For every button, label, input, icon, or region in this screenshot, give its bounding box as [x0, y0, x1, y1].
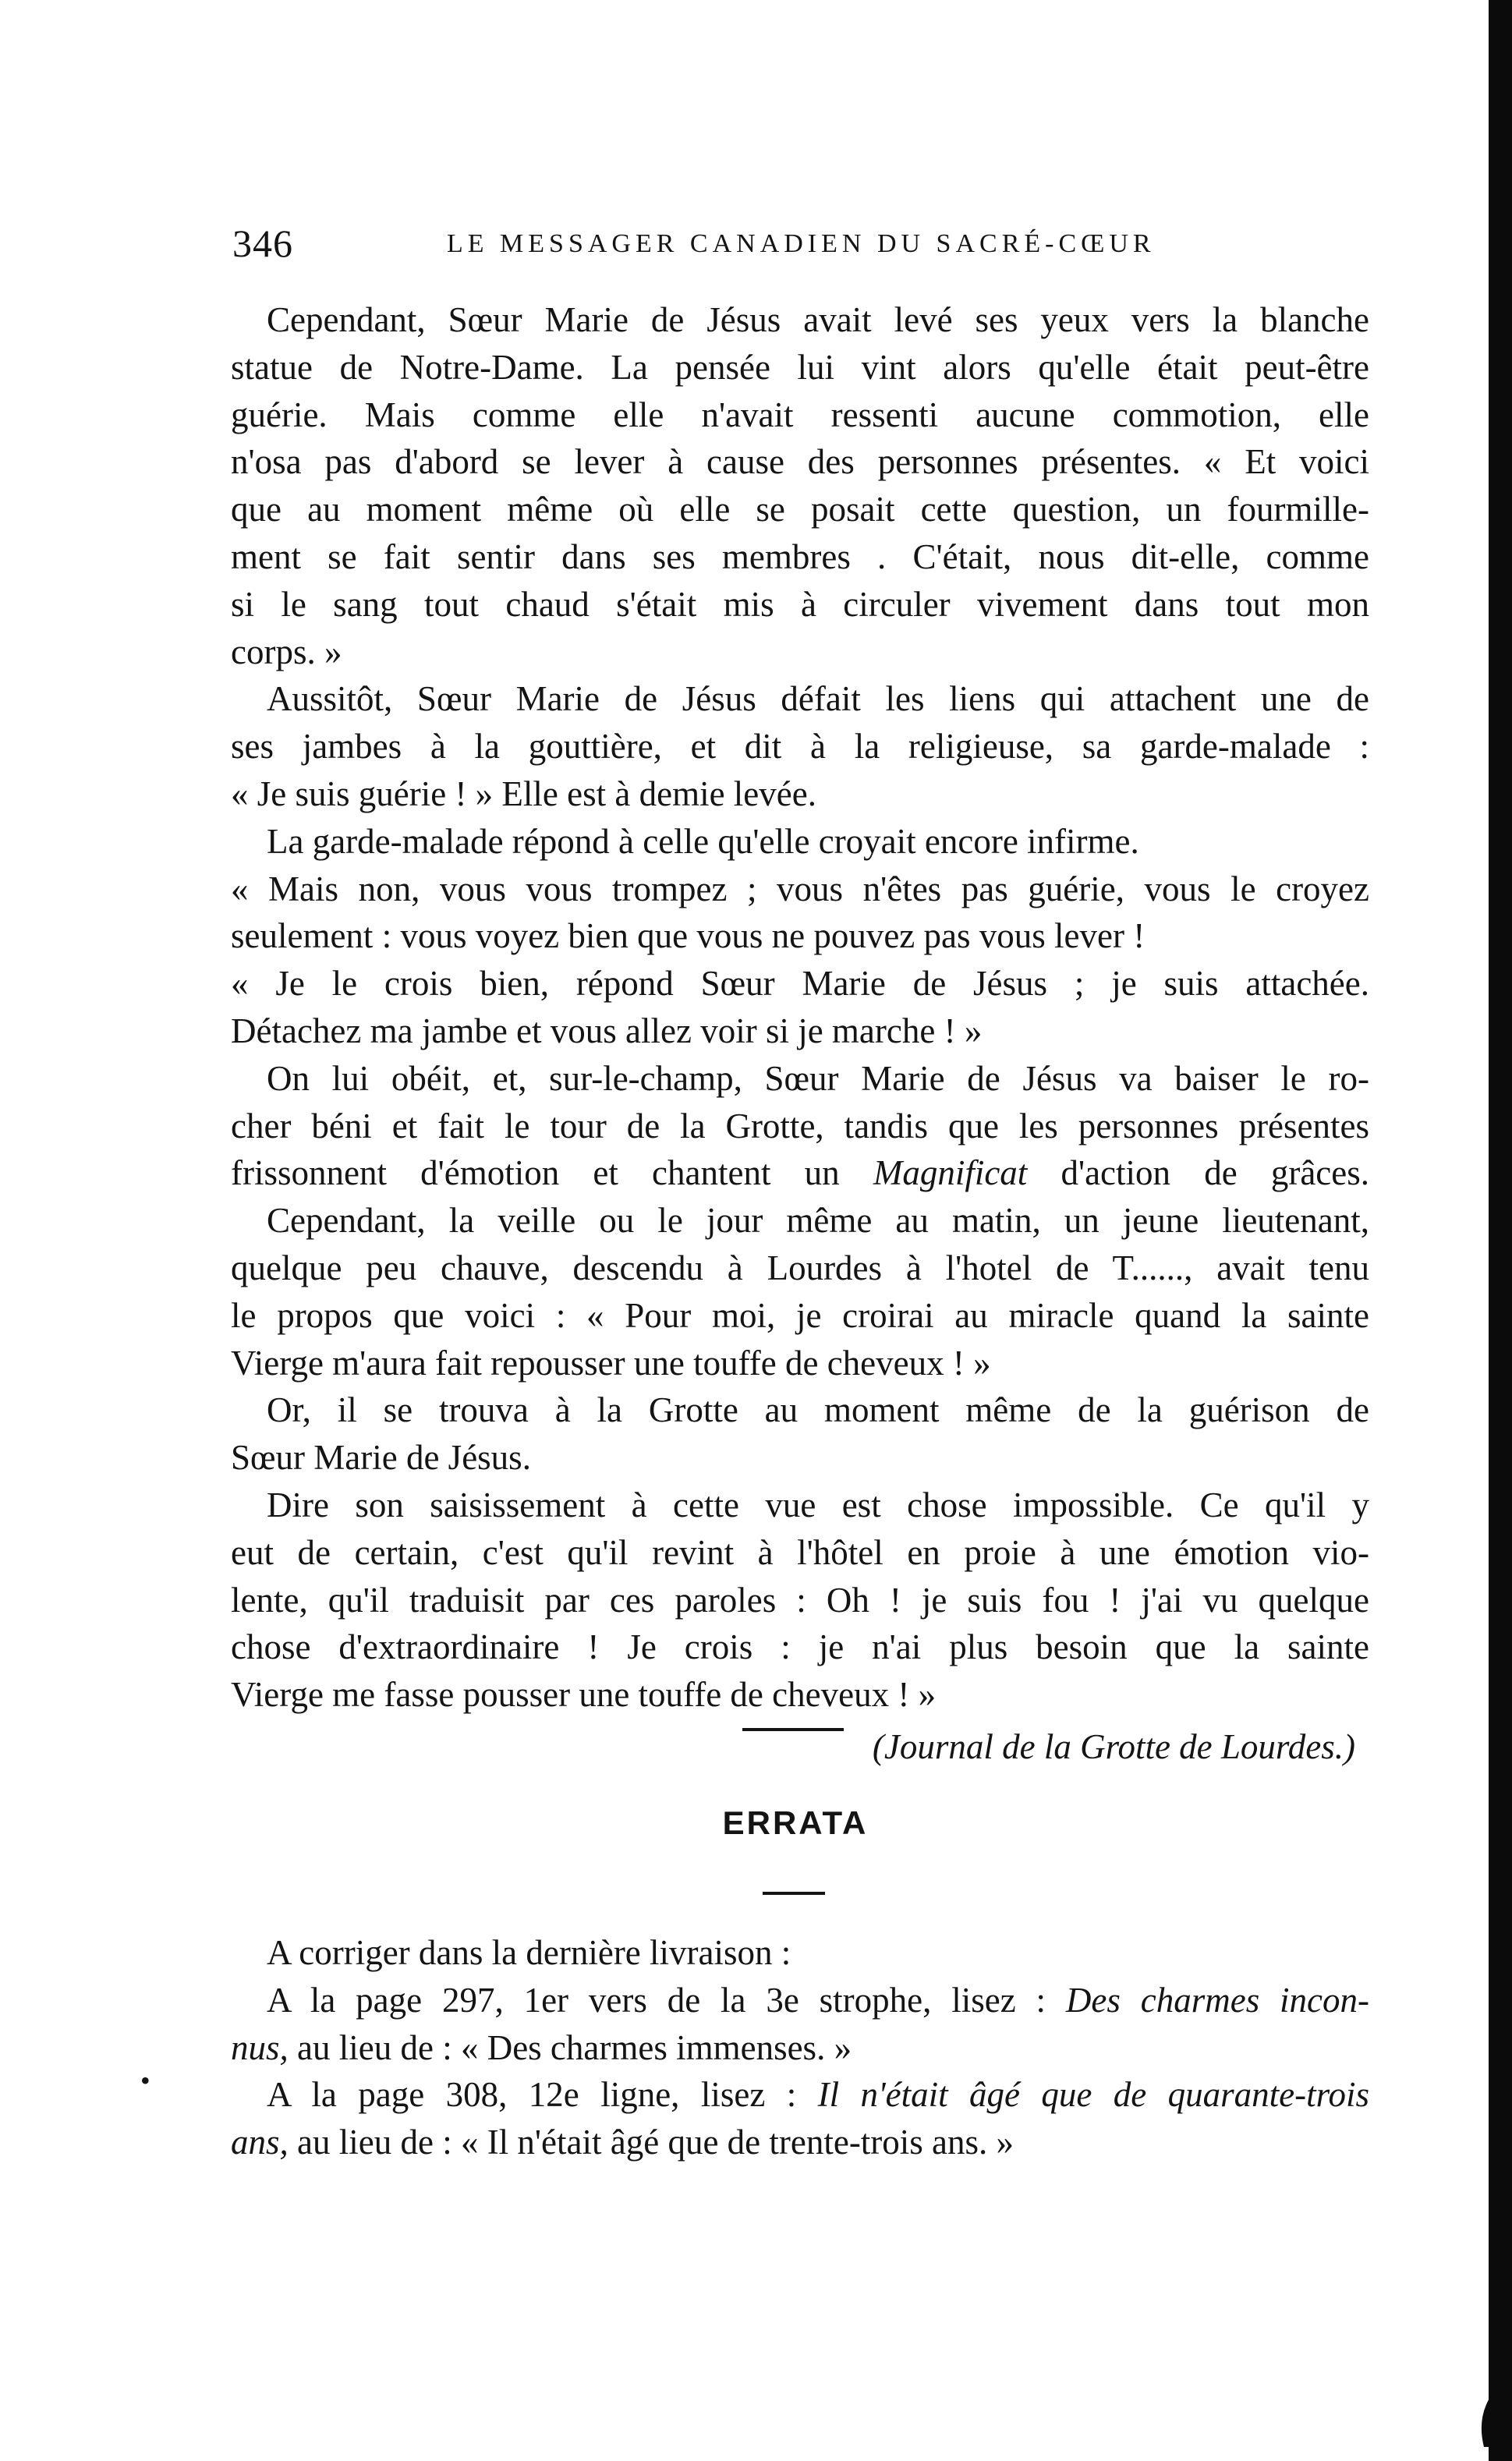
text-line: Or, il se trouva à la Grotte au moment même de la guérison de	[267, 1390, 1369, 1430]
text-fragment: frissonnent d'émotion et chantent un	[231, 1153, 840, 1193]
errata-item-2-line-2	[231, 2119, 1369, 2166]
text-line: le propos que voici : « Pour moi, je croirai au miracle quand la sainte	[231, 1295, 1369, 1335]
text-line: guérie. Mais comme elle n'avait ressenti aucune commotion, elle	[231, 395, 1369, 434]
page-corner-mark	[1453, 2361, 1507, 2447]
margin-mark: •	[140, 2065, 150, 2096]
page-number: 346	[232, 221, 293, 265]
text-line-magnificat	[231, 1149, 1369, 1197]
page-edge-shadow	[1489, 0, 1512, 2461]
article-body	[231, 296, 1369, 1772]
text-line: cher béni et fait le tour de la Grotte, tandis que les personnes présentes	[231, 1106, 1369, 1146]
text-line: ses jambes à la gouttière, et dit à la religieuse, sa garde-malade :	[231, 727, 1369, 767]
errata-correction: nus,	[231, 2027, 289, 2067]
text-line: Sœur Marie de Jésus.	[231, 1438, 531, 1478]
text-line: Vierge me fasse pousser une touffe de cheveux ! »	[231, 1675, 937, 1715]
text-line: chose d'extraordinaire ! Je crois : je n'ai plus besoin que la sainte	[231, 1627, 1369, 1667]
text-line: si le sang tout chaud s'était mis à circuler vivement dans tout mon	[231, 584, 1369, 624]
text-line: que au moment même où elle se posait cette question, un fourmille-	[231, 490, 1369, 529]
errata-correction: Des charmes incon-	[1065, 1980, 1369, 2020]
source-citation: (Journal de la Grotte de Lourdes.)	[872, 1726, 1355, 1766]
text-line: eut de certain, c'est qu'il revint à l'hôtel en proie à une émotion vio-	[231, 1532, 1369, 1572]
errata-correction: Il n'était âgé que de quarante-trois	[817, 2075, 1369, 2115]
errata-item-1-line-1	[231, 1977, 1369, 2024]
text-line: « Mais non, vous vous trompez ; vous n'êtes pas guérie, vous le croyez	[231, 869, 1369, 908]
heading-underline	[763, 1892, 825, 1895]
errata-correction: ans,	[231, 2123, 289, 2162]
errata-intro: A corriger dans la dernière livraison :	[267, 1933, 791, 1972]
text-line: n'osa pas d'abord se lever à cause des personnes présentes. « Et voici	[231, 442, 1369, 482]
text-line: Cependant, Sœur Marie de Jésus avait levé ses yeux vers la blanche	[267, 300, 1369, 339]
text-line: lente, qu'il traduisit par ces paroles : Oh ! je suis fou ! j'ai vu quelque	[231, 1580, 1369, 1620]
errata-item-2-line-1	[231, 2071, 1369, 2119]
text-line: Cependant, la veille ou le jour même au matin, un jeune lieutenant,	[267, 1201, 1369, 1241]
text-line: On lui obéit, et, sur-le-champ, Sœur Marie de Jésus va baiser le ro-	[267, 1058, 1369, 1098]
text-fragment: d'action de grâces.	[1061, 1153, 1369, 1193]
errata-heading: ERRATA	[722, 1804, 869, 1841]
text-line: Dire son saisissement à cette vue est chose impossible. Ce qu'il y	[267, 1485, 1369, 1524]
text-line: « Je suis guérie ! » Elle est à demie levée.	[231, 774, 816, 813]
journal-title: LE MESSAGER CANADIEN DU SACRÉ-CŒUR	[447, 229, 1156, 258]
text-line: ment se fait sentir dans ses membres . C'était, nous dit-elle, comme	[231, 536, 1369, 576]
magnificat-word: Magnificat	[873, 1153, 1028, 1193]
text-line: quelque peu chauve, descendu à Lourdes à l'hotel de T......, avait tenu	[231, 1248, 1369, 1287]
text-line: seulement : vous voyez bien que vous ne pouvez pas vous lever !	[231, 916, 1146, 956]
text-fragment: au lieu de : « Il n'était âgé que de trente-trois ans. »	[297, 2123, 1014, 2162]
text-fragment: A la page 297, 1er vers de la 3e strophe, lisez :	[267, 1980, 1046, 2020]
running-head	[232, 220, 1371, 274]
text-fragment: au lieu de : « Des charmes immenses. »	[297, 2027, 852, 2067]
section-divider	[742, 1728, 844, 1731]
text-line: statue de Notre-Dame. La pensée lui vint alors qu'elle était peut-être	[231, 347, 1369, 387]
errata-list	[231, 1929, 1369, 2166]
text-line: La garde-malade répond à celle qu'elle croyait encore infirme.	[267, 821, 1139, 861]
errata-item-1-line-2	[231, 2024, 1369, 2072]
text-line: « Je le crois bien, répond Sœur Marie de Jésus ; je suis attachée.	[231, 964, 1369, 1004]
text-line: Vierge m'aura fait repousser une touffe de cheveux ! »	[231, 1343, 991, 1383]
text-line: Aussitôt, Sœur Marie de Jésus défait les liens qui attachent une de	[267, 679, 1369, 719]
text-line: Détachez ma jambe et vous allez voir si je marche ! »	[231, 1011, 983, 1050]
text-line: corps. »	[231, 632, 342, 671]
text-fragment: A la page 308, 12e ligne, lisez :	[267, 2075, 797, 2115]
